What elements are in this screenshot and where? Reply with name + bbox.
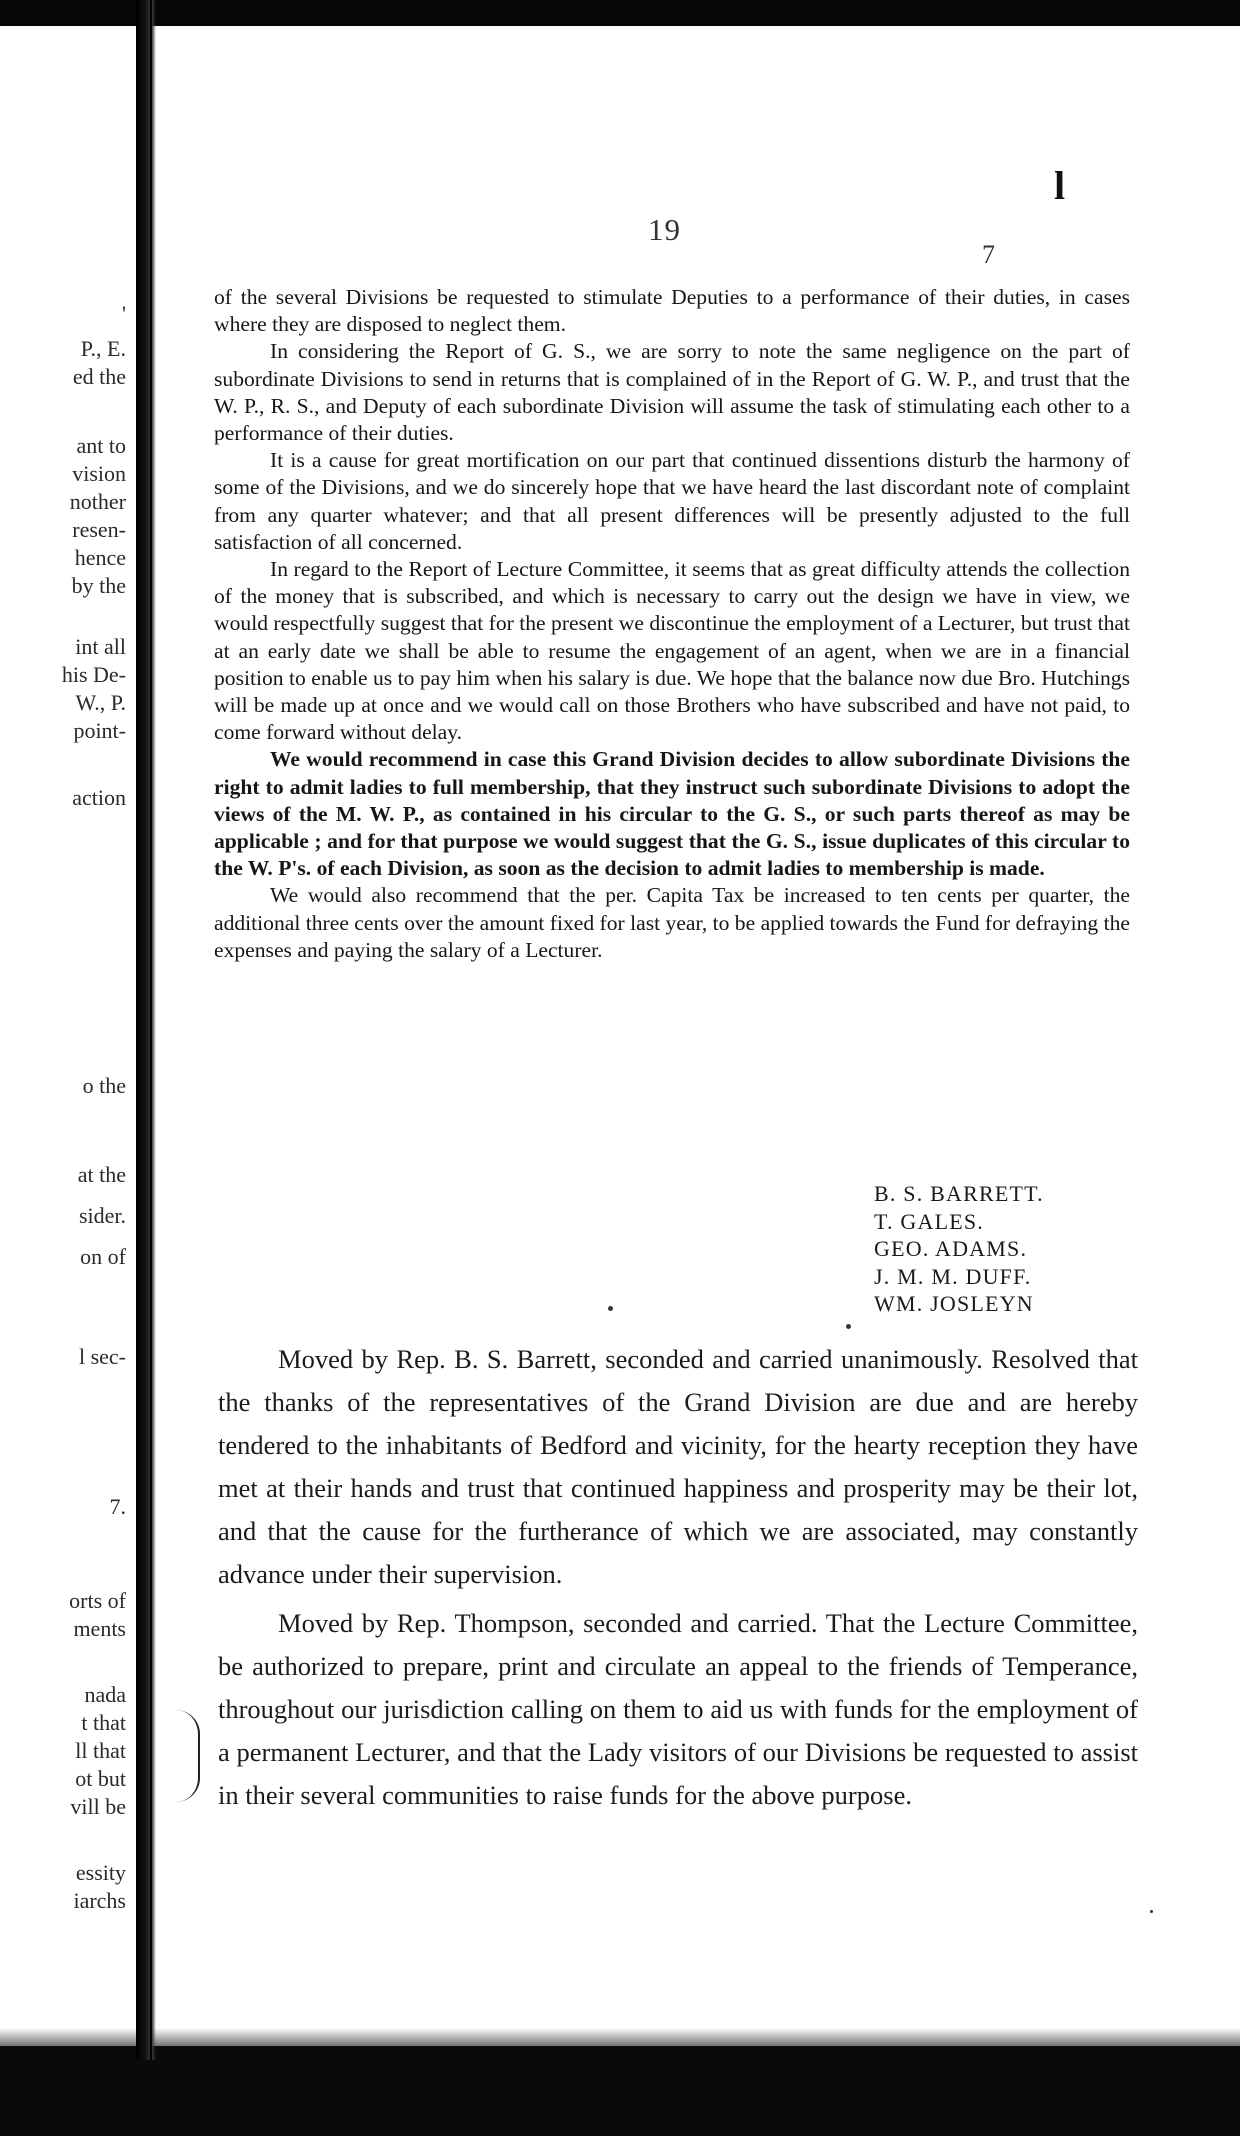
facing-page-line: action — [72, 785, 126, 810]
corner-mark-2: 7 — [982, 240, 995, 269]
signature-name: B. S. BARRETT. — [874, 1181, 1044, 1206]
signature-name: GEO. ADAMS. — [874, 1236, 1028, 1261]
scan-top-border — [0, 0, 1240, 26]
signature-name: J. M. M. DUFF. — [874, 1263, 1032, 1289]
facing-page-line: resen- — [72, 517, 126, 542]
facing-page-line: t that — [81, 1710, 126, 1735]
facing-page-line: l sec- — [78, 1344, 126, 1369]
signature-name: T. GALES. — [874, 1208, 984, 1234]
committee-report — [214, 284, 1130, 964]
scan-shadow — [0, 2028, 1240, 2046]
facing-page-line: his De- — [61, 662, 126, 687]
facing-page-fragment — [0, 0, 134, 2060]
facing-page-line: essity — [75, 1860, 126, 1885]
page-number: 19 — [648, 212, 681, 247]
facing-page-line: on of — [80, 1244, 126, 1269]
facing-page-line: by the — [71, 573, 126, 598]
facing-page-line: int all — [75, 634, 126, 659]
facing-page-line: nada — [84, 1682, 126, 1707]
facing-page-line: nother — [69, 489, 126, 514]
ink-speck — [1150, 1910, 1153, 1913]
book-gutter — [136, 0, 156, 2060]
facing-page-line: vill be — [70, 1794, 126, 1819]
corner-mark: l — [1054, 163, 1066, 208]
facing-page-line: ll that — [75, 1738, 126, 1763]
report-paragraph: It is a cause for great mortification on our part that continued dissentions disturb the harmony of some of the Divisions, and we do sincerely hope that we have heard the last discordant note of complaint from any quarter whatever; and that all present differences will be presently adjusted to the full satisfaction of all concerned. — [214, 448, 1130, 554]
gutter-line — [150, 0, 152, 2060]
facing-page-line: ' — [122, 301, 126, 326]
facing-page-line: W., P. — [75, 690, 126, 715]
report-paragraph: We would also recommend that the per. Capita Tax be increased to ten cents per quarter, the additional three cents over the amount fixed for last year, to be applied towards the Fund for defraying the expenses and paying the salary of a Lecturer. — [214, 883, 1130, 962]
report-paragraph: We would recommend in case this Grand Division decides to allow subordinate Divisions the right to admit ladies to full membership, that they instruct such subordinate Divisions to adopt the views of the M. W. P., as contained in his circular to the G. S., or such parts thereof as may be applicable ; and for that purpose we would suggest that the G. S., issue duplicates of this circular to the W. P's. of each Division, as soon as the decision to admit ladies to membership is made. — [214, 747, 1130, 881]
facing-page-line: 7. — [109, 1494, 126, 1519]
facing-page-line: hence — [74, 545, 126, 570]
signature-block — [874, 1180, 1044, 1318]
ink-speck — [846, 1324, 851, 1329]
facing-page-line: iarchs — [73, 1888, 126, 1913]
resolution-paragraph: Moved by Rep. Thompson, seconded and carried. That the Lecture Committee, be authorized to prepare, print and circulate an appeal to the friends of Temperance, throughout our jurisdiction calling on them to aid us with funds for the employment of a permanent Lecturer, and that the Lady visitors of our Divisions be requested to assist in their several communities to raise funds for the above purpose. — [218, 1608, 1138, 1810]
report-paragraph: of the several Divisions be requested to stimulate Deputies to a performance of their duties, in cases where they are disposed to neglect them. — [214, 285, 1130, 337]
facing-page-line: P., E. — [80, 336, 126, 361]
resolutions — [218, 1338, 1138, 1823]
scan-bottom-border — [0, 2046, 1240, 2136]
facing-page-line: vision — [72, 461, 126, 486]
facing-page-line: orts of — [69, 1588, 126, 1613]
facing-page-line: point- — [73, 718, 126, 743]
report-paragraph: In considering the Report of G. S., we are sorry to note the same negligence on the part of subordinate Divisions to send in returns that is complained of in the Report of G. W. P., and trust that the W. P., R. S., and Deputy of each subordinate Division will assume the task of stimulating each other to a performance of their duties. — [214, 339, 1130, 446]
margin-bracket-mark — [176, 1710, 200, 1802]
report-paragraph: In regard to the Report of Lecture Committee, it seems that as great difficulty attends the collection of the money that is subscribed, and which is necessary to carry out the design we have in view, we would respectfully suggest that for the present we discontinue the employment of a Lecturer, but trust that at an early date we shall be able to resume the engagement of an agent, when we are in a financial position to enable us to pay him when his salary is due. We hope that the balance now due Bro. Hutchings will be made up at once and we would call on those Brothers who have subscribed and have not paid, to come forward without delay. — [214, 557, 1131, 745]
facing-page-line: ant to — [76, 433, 126, 458]
facing-page-line: ed the — [72, 364, 126, 389]
facing-page-line: ments — [73, 1616, 126, 1641]
signature-name: WM. JOSLEYN — [874, 1291, 1034, 1316]
facing-page-line: sider. — [78, 1203, 126, 1228]
facing-page-line: at the — [77, 1162, 126, 1187]
ink-speck — [608, 1306, 613, 1311]
facing-page-line: o the — [82, 1073, 126, 1098]
facing-page-line: ot but — [75, 1766, 126, 1791]
resolution-paragraph: Moved by Rep. B. S. Barrett, seconded and carried unanimously. Resolved that the thanks of the representatives of the Grand Division are due and are hereby tendered to the inhabitants of Bedford and vicinity, for the hearty reception they have met at their hands and trust that continued happiness and prosperity may be their lot, and that the cause for the furtherance of which we are associated, may constantly advance under their supervision. — [218, 1344, 1138, 1589]
